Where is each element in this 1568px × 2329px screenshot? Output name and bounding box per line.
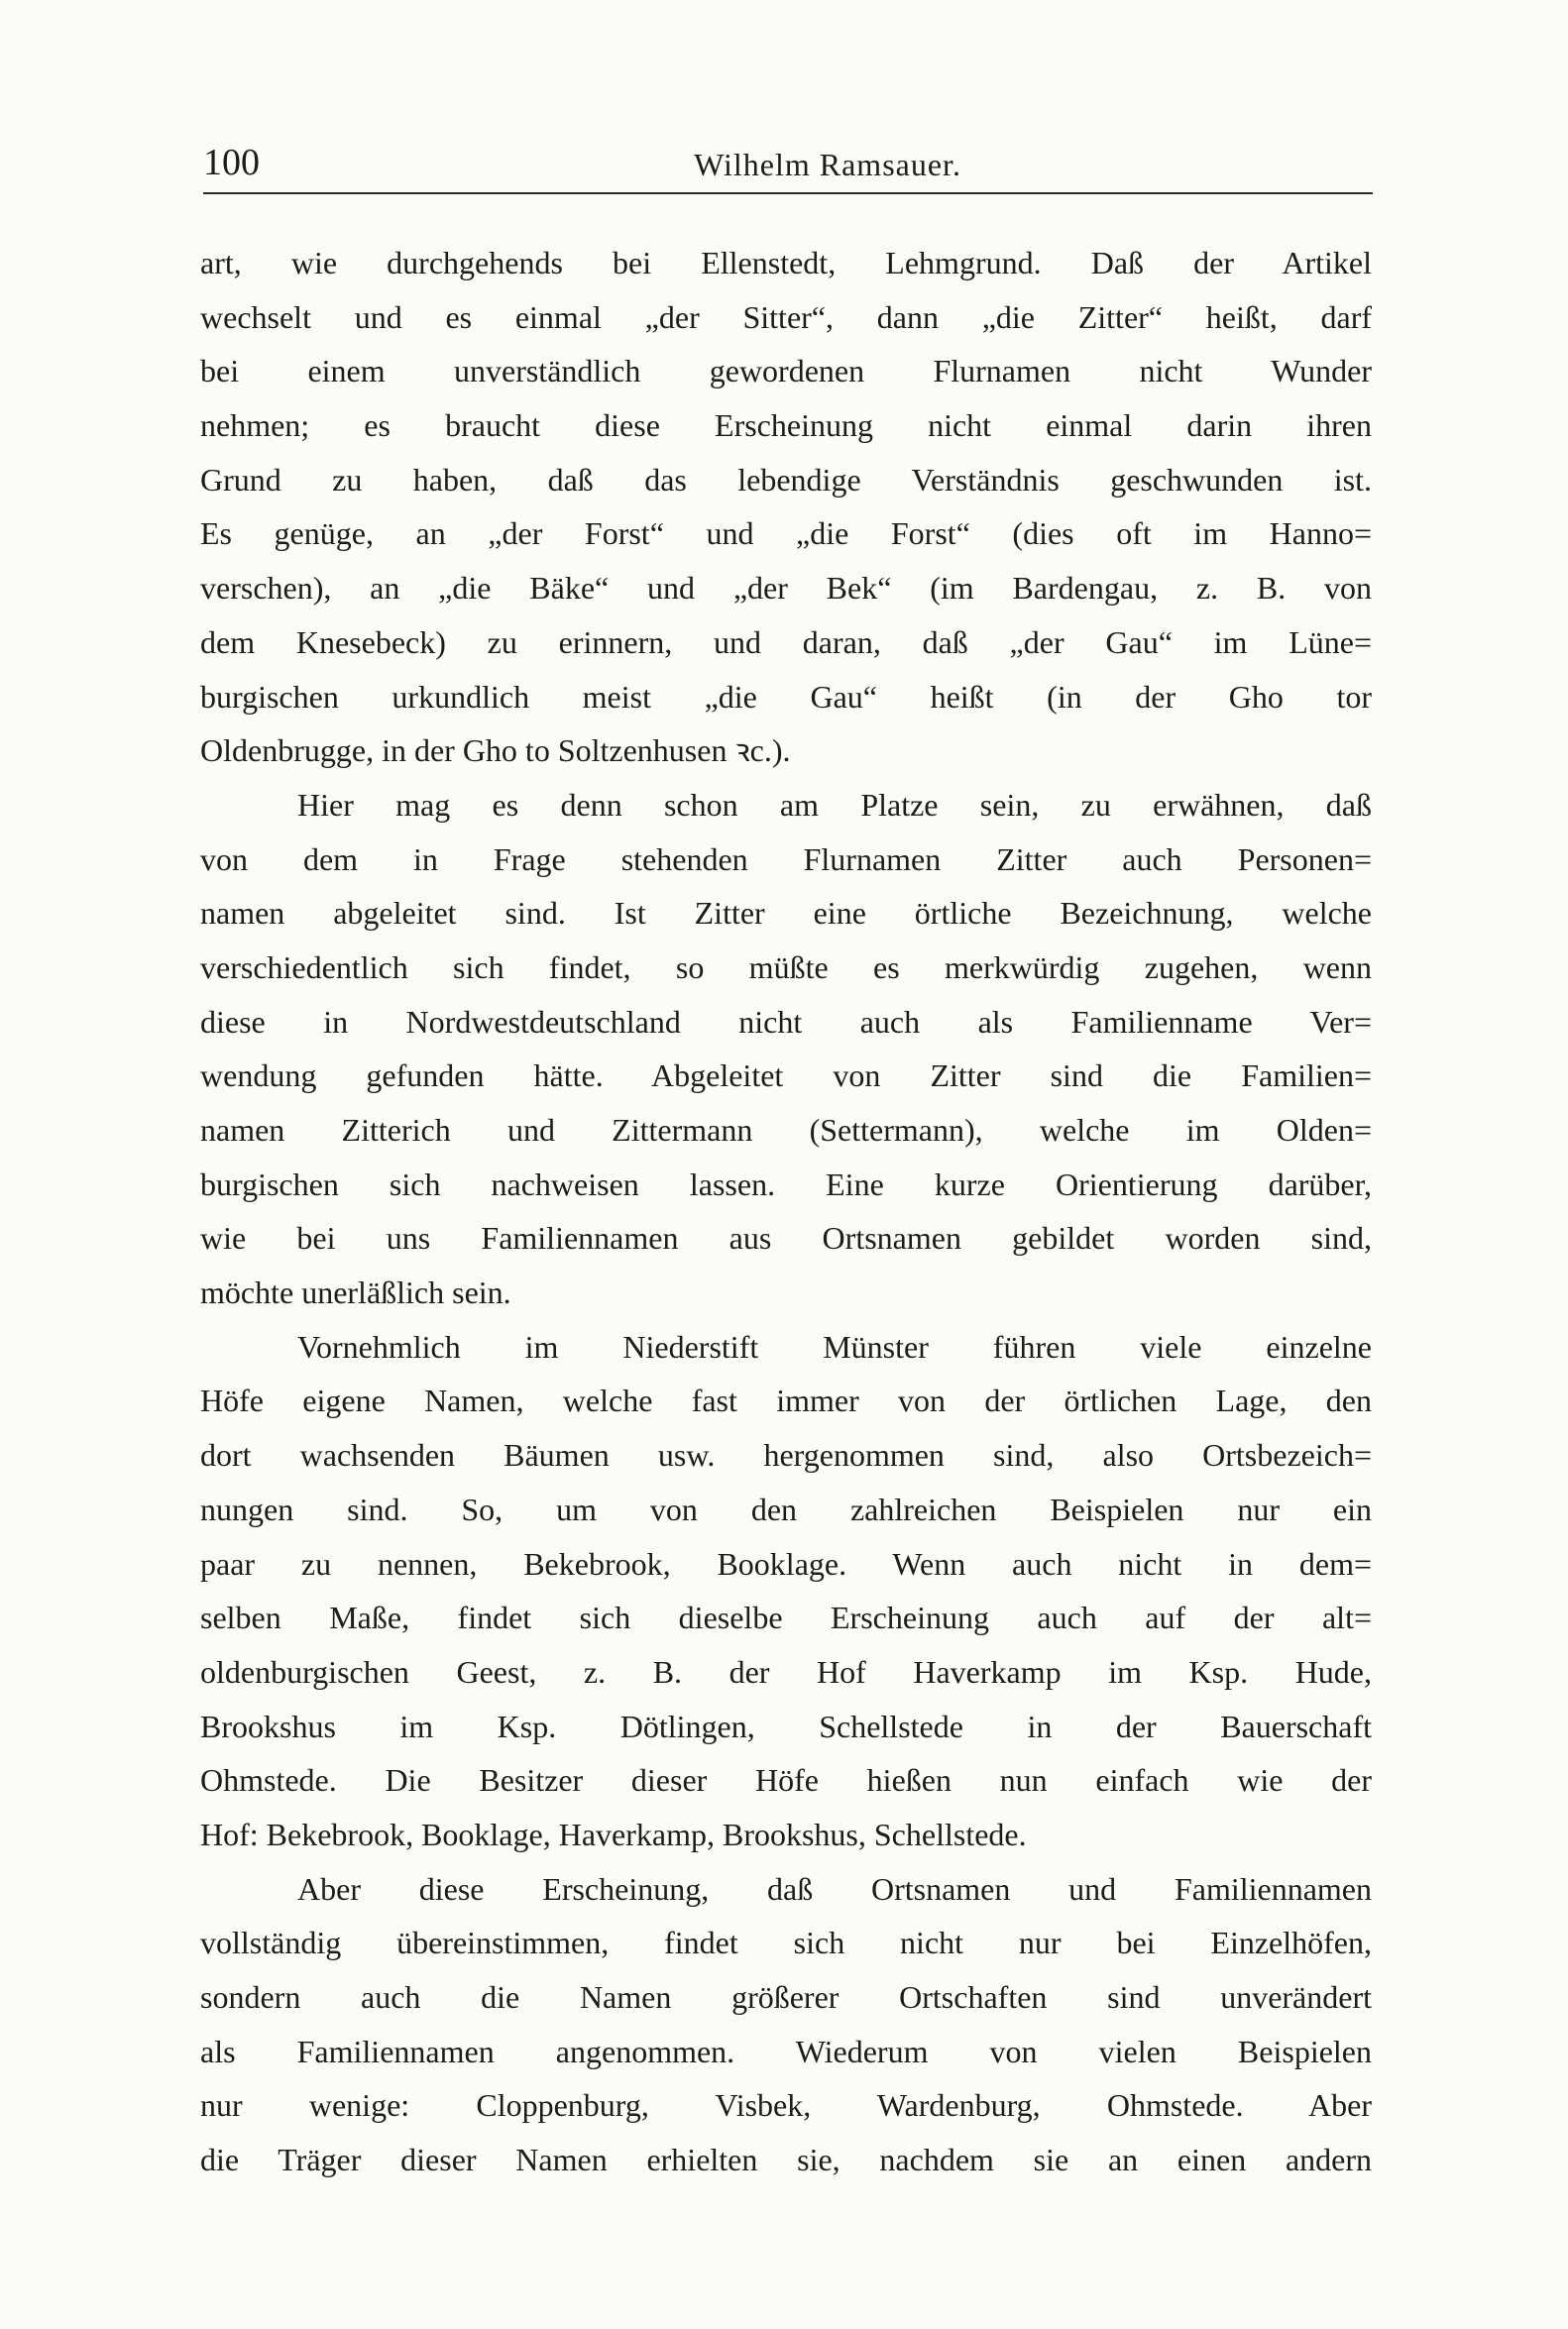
text-line: sondern auch die Namen größerer Ortschaften sind unverändert xyxy=(200,1979,1372,2015)
text-line: Höfe eigene Namen, welche fast immer von der örtlichen Lage, den xyxy=(200,1383,1372,1419)
page-number: 100 xyxy=(203,142,260,183)
text-line: Aber diese Erscheinung, daß Ortsnamen und Familiennamen xyxy=(297,1870,1372,1907)
text-line: paar zu nennen, Bekebrook, Booklage. Wenn auch nicht in dem= xyxy=(200,1545,1372,1582)
body-text xyxy=(200,236,1372,2187)
text-line: verschiedentlich sich findet, so müßte es merkwürdig zugehen, wenn xyxy=(200,948,1372,985)
text-line: vollständig übereinstimmen, findet sich nicht nur bei Einzelhöfen, xyxy=(200,1925,1372,1961)
paragraph xyxy=(200,236,1372,778)
text-line: als Familiennamen angenommen. Wiederum von vielen Beispielen xyxy=(200,2033,1372,2069)
text-line: Es genüge, an „der Forst“ und „die Forst“ (dies oft im Hanno= xyxy=(200,515,1372,552)
text-line: nungen sind. So, um von den zahlreichen Beispielen nur ein xyxy=(200,1491,1372,1527)
text-line: namen abgeleitet sind. Ist Zitter eine örtliche Bezeichnung, welche xyxy=(200,895,1372,932)
text-line: Grund zu haben, daß das lebendige Verständnis geschwunden ist. xyxy=(200,461,1372,498)
text-line: dort wachsenden Bäumen usw. hergenommen sind, also Ortsbezeich= xyxy=(200,1437,1372,1474)
text-line: wie bei uns Familiennamen aus Ortsnamen gebildet worden sind, xyxy=(200,1220,1372,1257)
text-line: oldenburgischen Geest, z. B. der Hof Haverkamp im Ksp. Hude, xyxy=(200,1653,1372,1690)
text-line: nur wenige: Cloppenburg, Visbek, Wardenburg, Ohmstede. Aber xyxy=(200,2087,1372,2124)
text-line: art, wie durchgehends bei Ellenstedt, Lehmgrund. Daß der Artikel xyxy=(200,245,1372,280)
text-line: Ohmstede. Die Besitzer dieser Höfe hießen nun einfach wie der xyxy=(200,1762,1372,1799)
text-line: wendung gefunden hätte. Abgeleitet von Zitter sind die Familien= xyxy=(200,1057,1372,1094)
running-head: Wilhelm Ramsauer. xyxy=(694,147,961,182)
text-line: Brookshus im Ksp. Dötlingen, Schellstede in der Bauerschaft xyxy=(200,1708,1372,1744)
text-line: nehmen; es braucht diese Erscheinung nicht einmal darin ihren xyxy=(200,407,1372,444)
text-line: Oldenbrugge, in der Gho to Soltzenhusen ꝛc.). xyxy=(200,732,791,769)
text-line: möchte unerläßlich sein. xyxy=(200,1275,511,1311)
text-line: diese in Nordwestdeutschland nicht auch als Familienname Ver= xyxy=(200,1003,1372,1040)
paragraph xyxy=(200,1320,1372,1862)
text-line: Hof: Bekebrook, Booklage, Haverkamp, Brookshus, Schellstede. xyxy=(200,1816,1027,1852)
text-line: Vornehmlich im Niederstift Münster führen viele einzelne xyxy=(297,1328,1372,1365)
paragraph xyxy=(200,1862,1372,2187)
text-line: wechselt und es einmal „der Sitter“, dann „die Zitter“ heißt, darf xyxy=(200,298,1372,335)
text-line: namen Zitterich und Zittermann (Settermann), welche im Olden= xyxy=(200,1112,1372,1148)
text-line: von dem in Frage stehenden Flurnamen Zitter auch Personen= xyxy=(200,840,1372,877)
page-header xyxy=(203,137,1373,194)
text-line: burgischen urkundlich meist „die Gau“ heißt (in der Gho tor xyxy=(200,678,1372,715)
text-line: dem Knesebeck) zu erinnern, und daran, daß „der Gau“ im Lüne= xyxy=(200,623,1372,660)
text-line: die Träger dieser Namen erhielten sie, nachdem sie an einen andern xyxy=(200,2142,1372,2178)
text-line: selben Maße, findet sich dieselbe Erscheinung auch auf der alt= xyxy=(200,1600,1372,1636)
text-line: Hier mag es denn schon am Platze sein, zu erwähnen, daß xyxy=(297,786,1372,823)
text-line: burgischen sich nachweisen lassen. Eine kurze Orientierung darüber, xyxy=(200,1165,1372,1202)
text-line: verschen), an „die Bäke“ und „der Bek“ (im Bardengau, z. B. von xyxy=(200,570,1372,607)
text-line: bei einem unverständlich gewordenen Flurnamen nicht Wunder xyxy=(200,353,1372,389)
paragraph xyxy=(200,778,1372,1320)
